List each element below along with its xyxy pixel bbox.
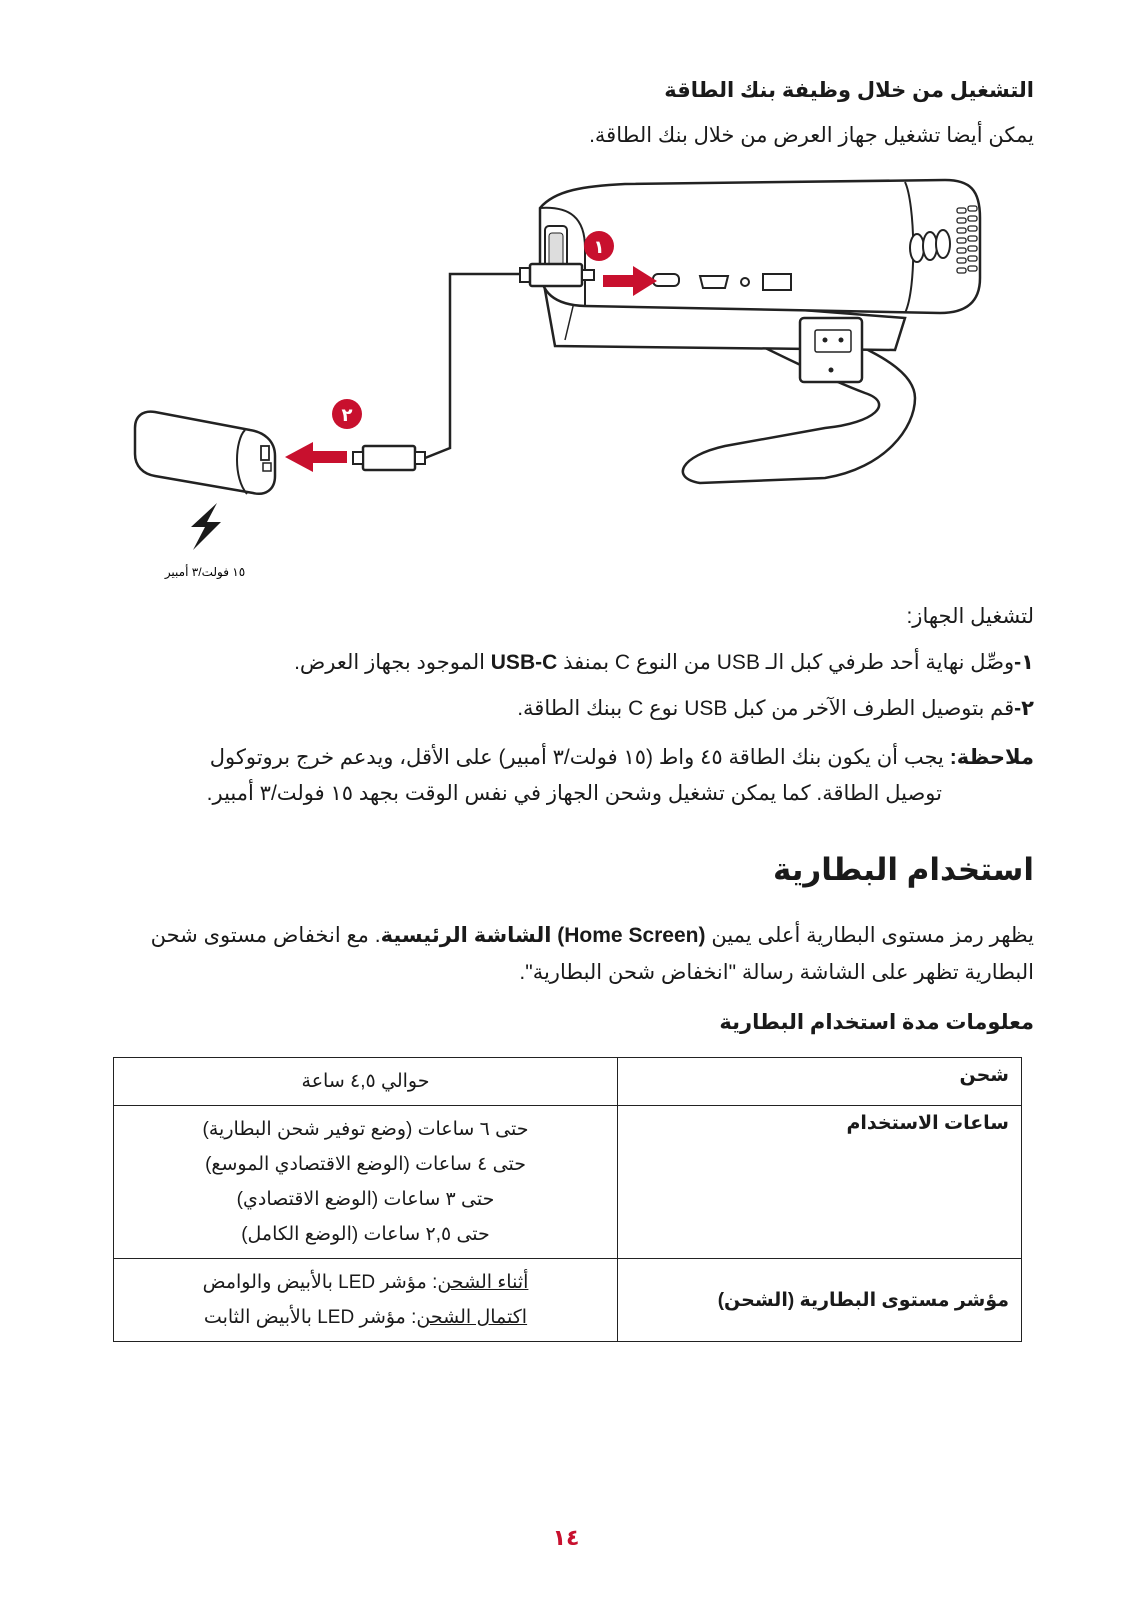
table-label-battery-indicator: مؤشر مستوى البطارية (الشحن) — [618, 1259, 1022, 1342]
battery-info-subheading: معلومات مدة استخدام البطارية — [719, 1011, 1034, 1034]
lightning-bolt-icon — [191, 503, 221, 550]
led-full-line — [120, 1300, 611, 1335]
steps-title: لتشغيل الجهاز: — [906, 605, 1034, 628]
step-1-text-b: الموجود بجهاز العرض. — [294, 651, 491, 674]
step-2 — [114, 691, 1034, 727]
usage-mode-eco: حتى ٣ ساعات (الوضع الاقتصادي) — [236, 1189, 495, 1210]
projector-stand — [545, 290, 915, 483]
intro-text: يمكن أيضا تشغيل جهاز العرض من خلال بنك الطاقة. — [589, 124, 1034, 147]
power-rating-caption: ١٥ فولت/٣ أمبير — [164, 565, 246, 579]
table-value-battery-indicator — [114, 1259, 618, 1342]
step-1-number: ١- — [1014, 651, 1034, 674]
page-number: ١٤ — [552, 1525, 580, 1550]
battery-para-text-a: يظهر رمز مستوى البطارية أعلى يمين — [705, 924, 1034, 947]
callout-1-text: ١ — [593, 237, 605, 257]
led-charging-desc: : مؤشر LED بالأبيض والوامض — [202, 1272, 438, 1293]
battery-info-table — [113, 1057, 1022, 1342]
table-value-usage-hours — [114, 1106, 618, 1259]
note-text-1: يجب أن يكون بنك الطاقة ٤٥ واط (١٥ فولت/٣ أمبير) على الأقل، ويدعم خرج بروتوكول — [209, 746, 950, 769]
table-row-battery-indicator — [114, 1259, 1022, 1342]
projector-power-bank-illustration — [125, 178, 1005, 579]
usage-mode-full: حتى ٢,٥ ساعات (الوضع الكامل) — [241, 1224, 490, 1245]
table-label-charge: شحن — [618, 1058, 1022, 1106]
step-1-bold: USB-C — [490, 651, 558, 674]
note-line-2: توصيل الطاقة. كما يمكن تشغيل وشحن الجهاز في نفس الوقت بجهد ١٥ فولت/٣ أمبير. — [206, 782, 942, 805]
step-2-number: ٢- — [1014, 697, 1034, 720]
note-line-1 — [94, 740, 1034, 776]
table-value-charge: حوالي ٤,٥ ساعة — [114, 1058, 618, 1106]
usage-mode-battery-saver: حتى ٦ ساعات (وضع توفير شحن البطارية) — [202, 1119, 529, 1140]
usage-mode-extended-eco: حتى ٤ ساعات (الوضع الاقتصادي الموسع) — [205, 1154, 526, 1175]
battery-para-line-2: البطارية تظهر على الشاشة رسالة "انخفاض شحن البطارية". — [519, 961, 1034, 984]
home-screen-bold: (Home Screen) الشاشة الرئيسية — [380, 924, 706, 947]
power-bank — [135, 412, 275, 494]
battery-para-line-1 — [84, 918, 1034, 954]
led-charging-label: أثناء الشحن — [437, 1272, 529, 1293]
usb-c-cable — [365, 274, 520, 458]
table-row-charge — [114, 1058, 1022, 1106]
callout-2-text: ٢ — [341, 405, 353, 425]
table-row-usage-hours — [114, 1106, 1022, 1259]
section-heading-battery: استخدام البطارية — [772, 852, 1034, 887]
led-full-desc: : مؤشر LED بالأبيض الثابت — [203, 1307, 417, 1328]
arrow-left-icon — [285, 442, 347, 472]
battery-para-text-b: . مع انخفاض مستوى شحن — [150, 924, 381, 947]
led-charging-line — [120, 1265, 611, 1300]
table-label-usage-hours: ساعات الاستخدام — [618, 1106, 1022, 1259]
note-label: ملاحظة: — [949, 746, 1034, 769]
section-heading-power-bank: التشغيل من خلال وظيفة بنك الطاقة — [664, 79, 1034, 102]
step-2-text: قم بتوصيل الطرف الآخر من كبل USB نوع C ببنك الطاقة. — [517, 697, 1015, 720]
step-1 — [114, 645, 1034, 681]
usb-c-connector-powerbank — [353, 446, 425, 470]
led-full-label: اكتمال الشحن — [416, 1307, 528, 1328]
step-1-text-a: وصِّل نهاية أحد طرفي كبل الـ USB من النوع C بمنفذ — [557, 651, 1015, 674]
usb-c-connector-projector — [520, 264, 594, 286]
